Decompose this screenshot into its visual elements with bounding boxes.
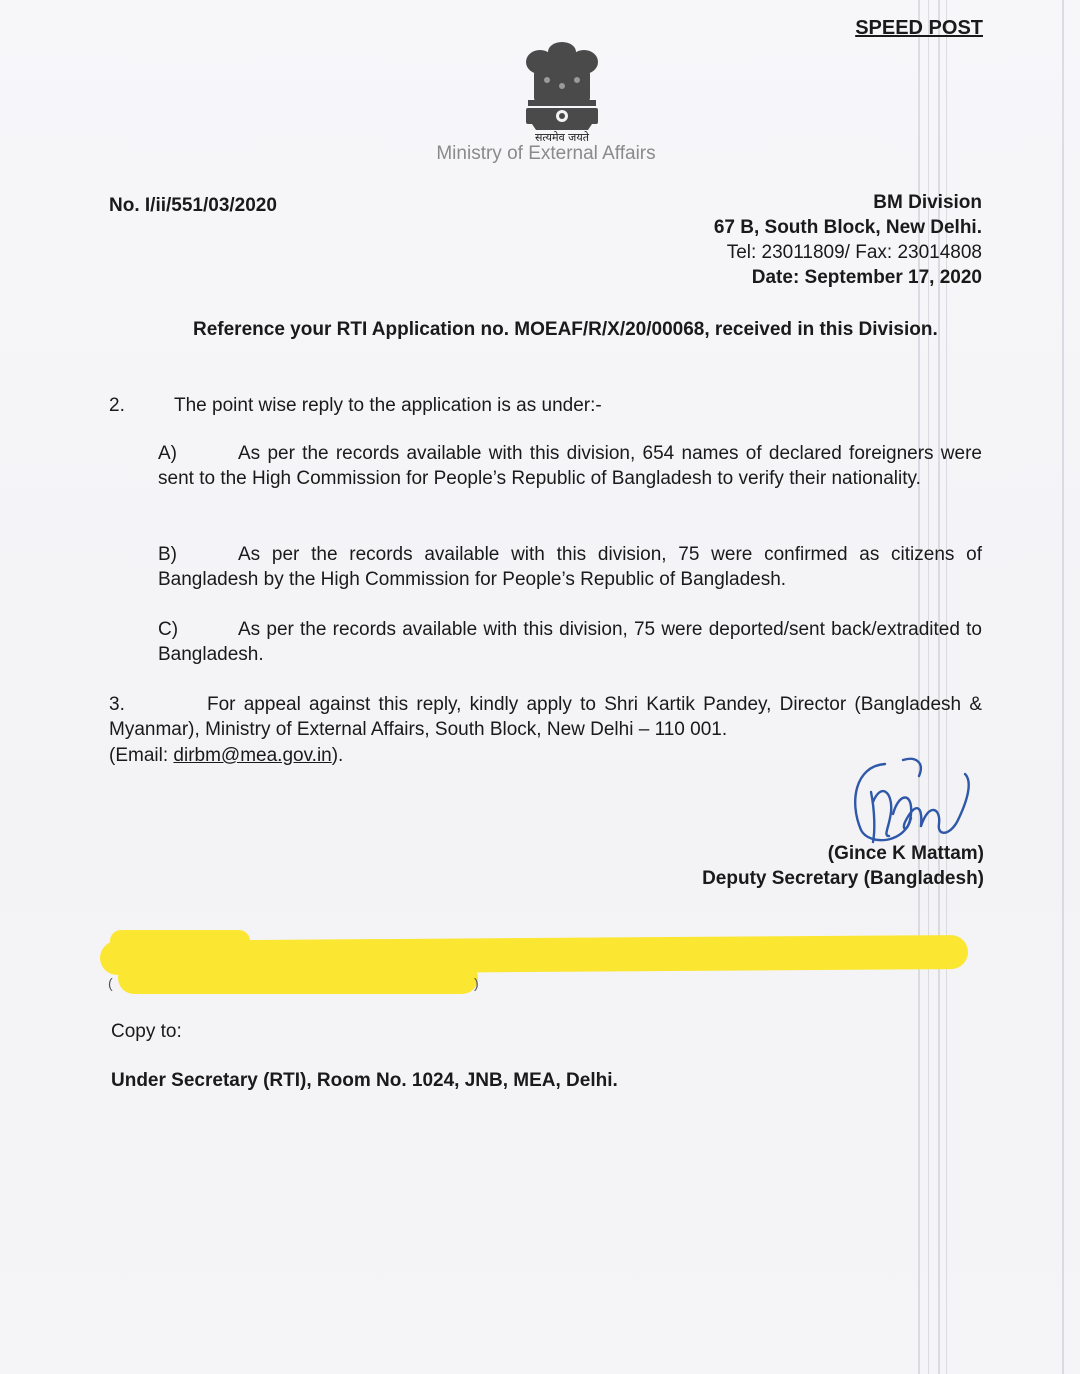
redaction-bracket: ( (108, 975, 113, 991)
copy-to-label: Copy to: (111, 1021, 182, 1042)
address-block (562, 190, 982, 290)
item-c-label: C) (158, 619, 179, 640)
item-b-text: As per the records available with this division, 75 were confirmed as citizens of Bangladesh by the High Commission for People’s Republic of Bangladesh. (158, 544, 982, 590)
signatory-name: (Gince K Mattam) (827, 843, 984, 864)
email-suffix: ). (331, 745, 344, 766)
para-2-number: 2. (109, 395, 125, 416)
lion-capital-emblem-icon (512, 40, 612, 136)
reference-number: No. I/ii/551/03/2020 (109, 195, 277, 216)
national-emblem (512, 40, 612, 136)
item-c-text: As per the records available with this division, 75 were deported/sent back/extradited to Bangladesh. (158, 619, 982, 665)
tel-fax: Tel: 23011809/ Fax: 23014808 (726, 242, 982, 263)
paper-fold-line (1062, 0, 1064, 1374)
email-line (109, 743, 343, 768)
redaction-highlight (100, 935, 968, 975)
division-name: BM Division (873, 192, 982, 213)
item-a-text: As per the records available with this division, 654 names of declared foreigners were sent to the High Commission for People’s Republic of Bangladesh to verify their nationality. (158, 443, 982, 489)
para-2-text: The point wise reply to the application is as under:- (174, 395, 602, 416)
letter-date: Date: September 17, 2020 (751, 267, 982, 288)
item-b-label: B) (158, 544, 177, 565)
para-3-text: For appeal against this reply, kindly apply to Shri Kartik Pandey, Director (Bangladesh & Myanmar), Ministry of External Affairs, South Block, New Delhi – 110 001. (109, 694, 982, 740)
item-a-label: A) (158, 443, 177, 464)
speed-post-label: SPEED POST (855, 17, 983, 39)
copy-recipient: Under Secretary (RTI), Room No. 1024, JNB, MEA, Delhi. (111, 1070, 618, 1091)
para-3-number: 3. (109, 694, 125, 715)
division-address: 67 B, South Block, New Delhi. (713, 217, 982, 238)
email-link[interactable]: dirbm@mea.gov.in (173, 745, 332, 766)
signatory-title: Deputy Secretary (Bangladesh) (702, 868, 984, 889)
handwritten-signature (845, 752, 985, 852)
emblem-motto: सत्यमेव जयते (534, 131, 589, 144)
intro-paragraph: Reference your RTI Application no. MOEAF/R/X/20/00068, received in this Division. (193, 319, 938, 340)
ministry-name: Ministry of External Affairs (436, 143, 656, 164)
email-prefix: (Email: (109, 745, 174, 766)
redaction-bracket: ) (474, 975, 479, 991)
